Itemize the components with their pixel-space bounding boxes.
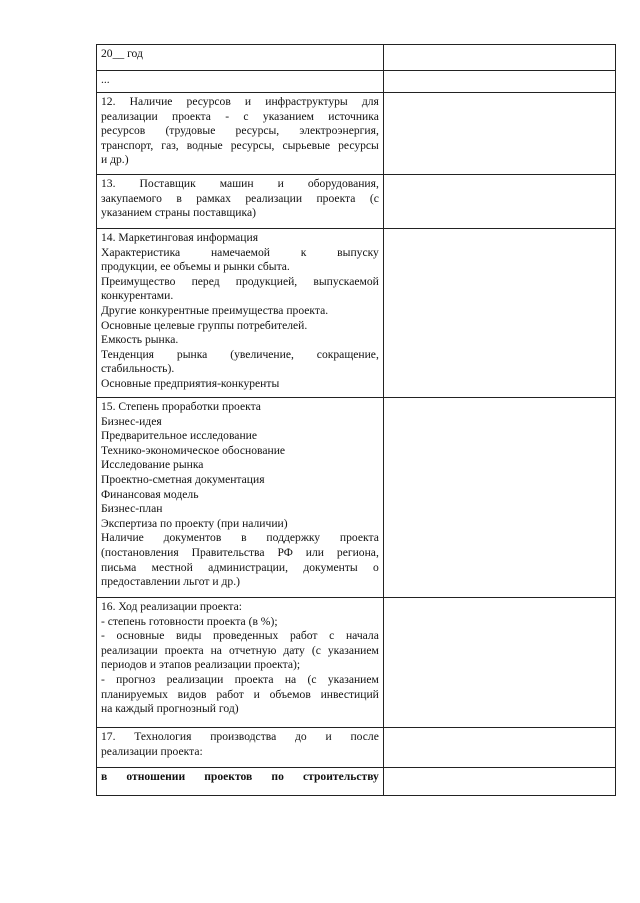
project-info-table <box>96 44 616 796</box>
row-label-cell <box>97 728 384 768</box>
table-row <box>97 728 616 768</box>
row-text-line: периодов и этапов реализации проекта); <box>101 658 301 672</box>
row-text-line: 13. Поставщик машин и оборудования, <box>101 177 379 190</box>
row-text-line: Финансовая модель <box>101 487 199 501</box>
row-text-line: 12. Наличие ресурсов и инфраструктуры для <box>101 95 379 108</box>
row-value-cell[interactable] <box>383 229 615 398</box>
row-value-cell[interactable] <box>383 398 615 598</box>
row-value-cell[interactable] <box>383 598 615 728</box>
row-text-line: Преимущество перед продукцией, выпускаемой <box>101 274 379 288</box>
table-row <box>97 93 616 175</box>
row-label-cell <box>97 768 384 796</box>
row-value-cell[interactable] <box>383 71 615 93</box>
row-label-cell <box>97 71 384 93</box>
row-text-line: указанием страны поставщика) <box>101 206 256 220</box>
table-row <box>97 175 616 229</box>
row-label-cell <box>97 598 384 728</box>
row-text-line: ... <box>101 73 110 86</box>
row-text-line: Предварительное исследование <box>101 429 257 443</box>
row-text-line: в отношении проектов по строительству <box>101 770 379 783</box>
row-text-line: - основные виды проведенных работ с начала <box>101 629 379 643</box>
row-text-line: Бизнес-план <box>101 502 163 516</box>
row-text-line: реализации проекта на отчетную дату (с указанием <box>101 643 379 657</box>
row-label-cell <box>97 93 384 175</box>
row-text-line: Проектно-сметная документация <box>101 472 265 486</box>
row-label-cell <box>97 398 384 598</box>
row-text-line: 17. Технология производства до и после <box>101 730 379 743</box>
row-text-line: Наличие документов в поддержку проекта <box>101 531 379 545</box>
row-text-line: конкурентами. <box>101 289 174 303</box>
row-text-line: Тенденция рынка (увеличение, сокращение, <box>101 347 379 361</box>
row-text-line: планируемых видов работ и объемов инвестиций <box>101 687 379 701</box>
row-value-cell[interactable] <box>383 728 615 768</box>
row-text-line: Характеристика намечаемой к выпуску <box>101 245 379 259</box>
row-text-line: реализации проекта - с указанием источника <box>101 109 379 123</box>
row-text-line: Емкость рынка. <box>101 333 179 347</box>
table-body <box>97 45 616 796</box>
row-text-line: закупаемого в рамках реализации проекта (с <box>101 191 379 205</box>
row-text-line: транспорт, газ, водные ресурсы, сырьевые ресурсы <box>101 138 379 152</box>
row-label-cell <box>97 45 384 71</box>
row-text-line: реализации проекта: <box>101 744 203 758</box>
row-text-line: Бизнес-идея <box>101 414 162 428</box>
row-text-line: 16. Ход реализации проекта: <box>101 600 242 613</box>
row-label-cell <box>97 175 384 229</box>
row-text-line: стабильность). <box>101 362 175 376</box>
row-text-line: 15. Степень проработки проекта <box>101 400 261 413</box>
row-value-cell[interactable] <box>383 768 615 796</box>
table-row <box>97 71 616 93</box>
row-text-line: письма местной администрации, документы о <box>101 560 379 574</box>
row-label-cell <box>97 229 384 398</box>
row-text-line: и др.) <box>101 153 129 167</box>
row-value-cell[interactable] <box>383 175 615 229</box>
row-value-cell[interactable] <box>383 93 615 175</box>
row-text-line: Другие конкурентные преимущества проекта. <box>101 303 329 317</box>
row-text-line: 14. Маркетинговая информация <box>101 231 259 244</box>
row-text-line: Исследование рынка <box>101 458 204 472</box>
table-row <box>97 398 616 598</box>
table-row <box>97 768 616 796</box>
row-text-line: - степень готовности проекта (в %); <box>101 614 278 628</box>
table-row <box>97 229 616 398</box>
row-text-line: Основные предприятия-конкуренты <box>101 376 280 390</box>
row-value-cell[interactable] <box>383 45 615 71</box>
row-text-line: ресурсов (трудовые ресурсы, электроэнергия, <box>101 124 379 138</box>
row-text-line: Основные целевые группы потребителей. <box>101 318 308 332</box>
row-text-line: Технико-экономическое обоснование <box>101 443 286 457</box>
row-text-line: 20__ год <box>101 47 143 60</box>
row-text-line: предоставлении льгот и др.) <box>101 575 240 589</box>
row-text-line: - прогноз реализации проекта на (с указанием <box>101 672 379 686</box>
row-text-line: продукции, ее объемы и рынки сбыта. <box>101 260 290 274</box>
row-text-line: Экспертиза по проекту (при наличии) <box>101 516 288 530</box>
row-text-line: (постановления Правительства РФ или региона, <box>101 545 379 559</box>
table-row <box>97 598 616 728</box>
table-row <box>97 45 616 71</box>
row-text-line: на каждый прогнозный год) <box>101 702 239 716</box>
